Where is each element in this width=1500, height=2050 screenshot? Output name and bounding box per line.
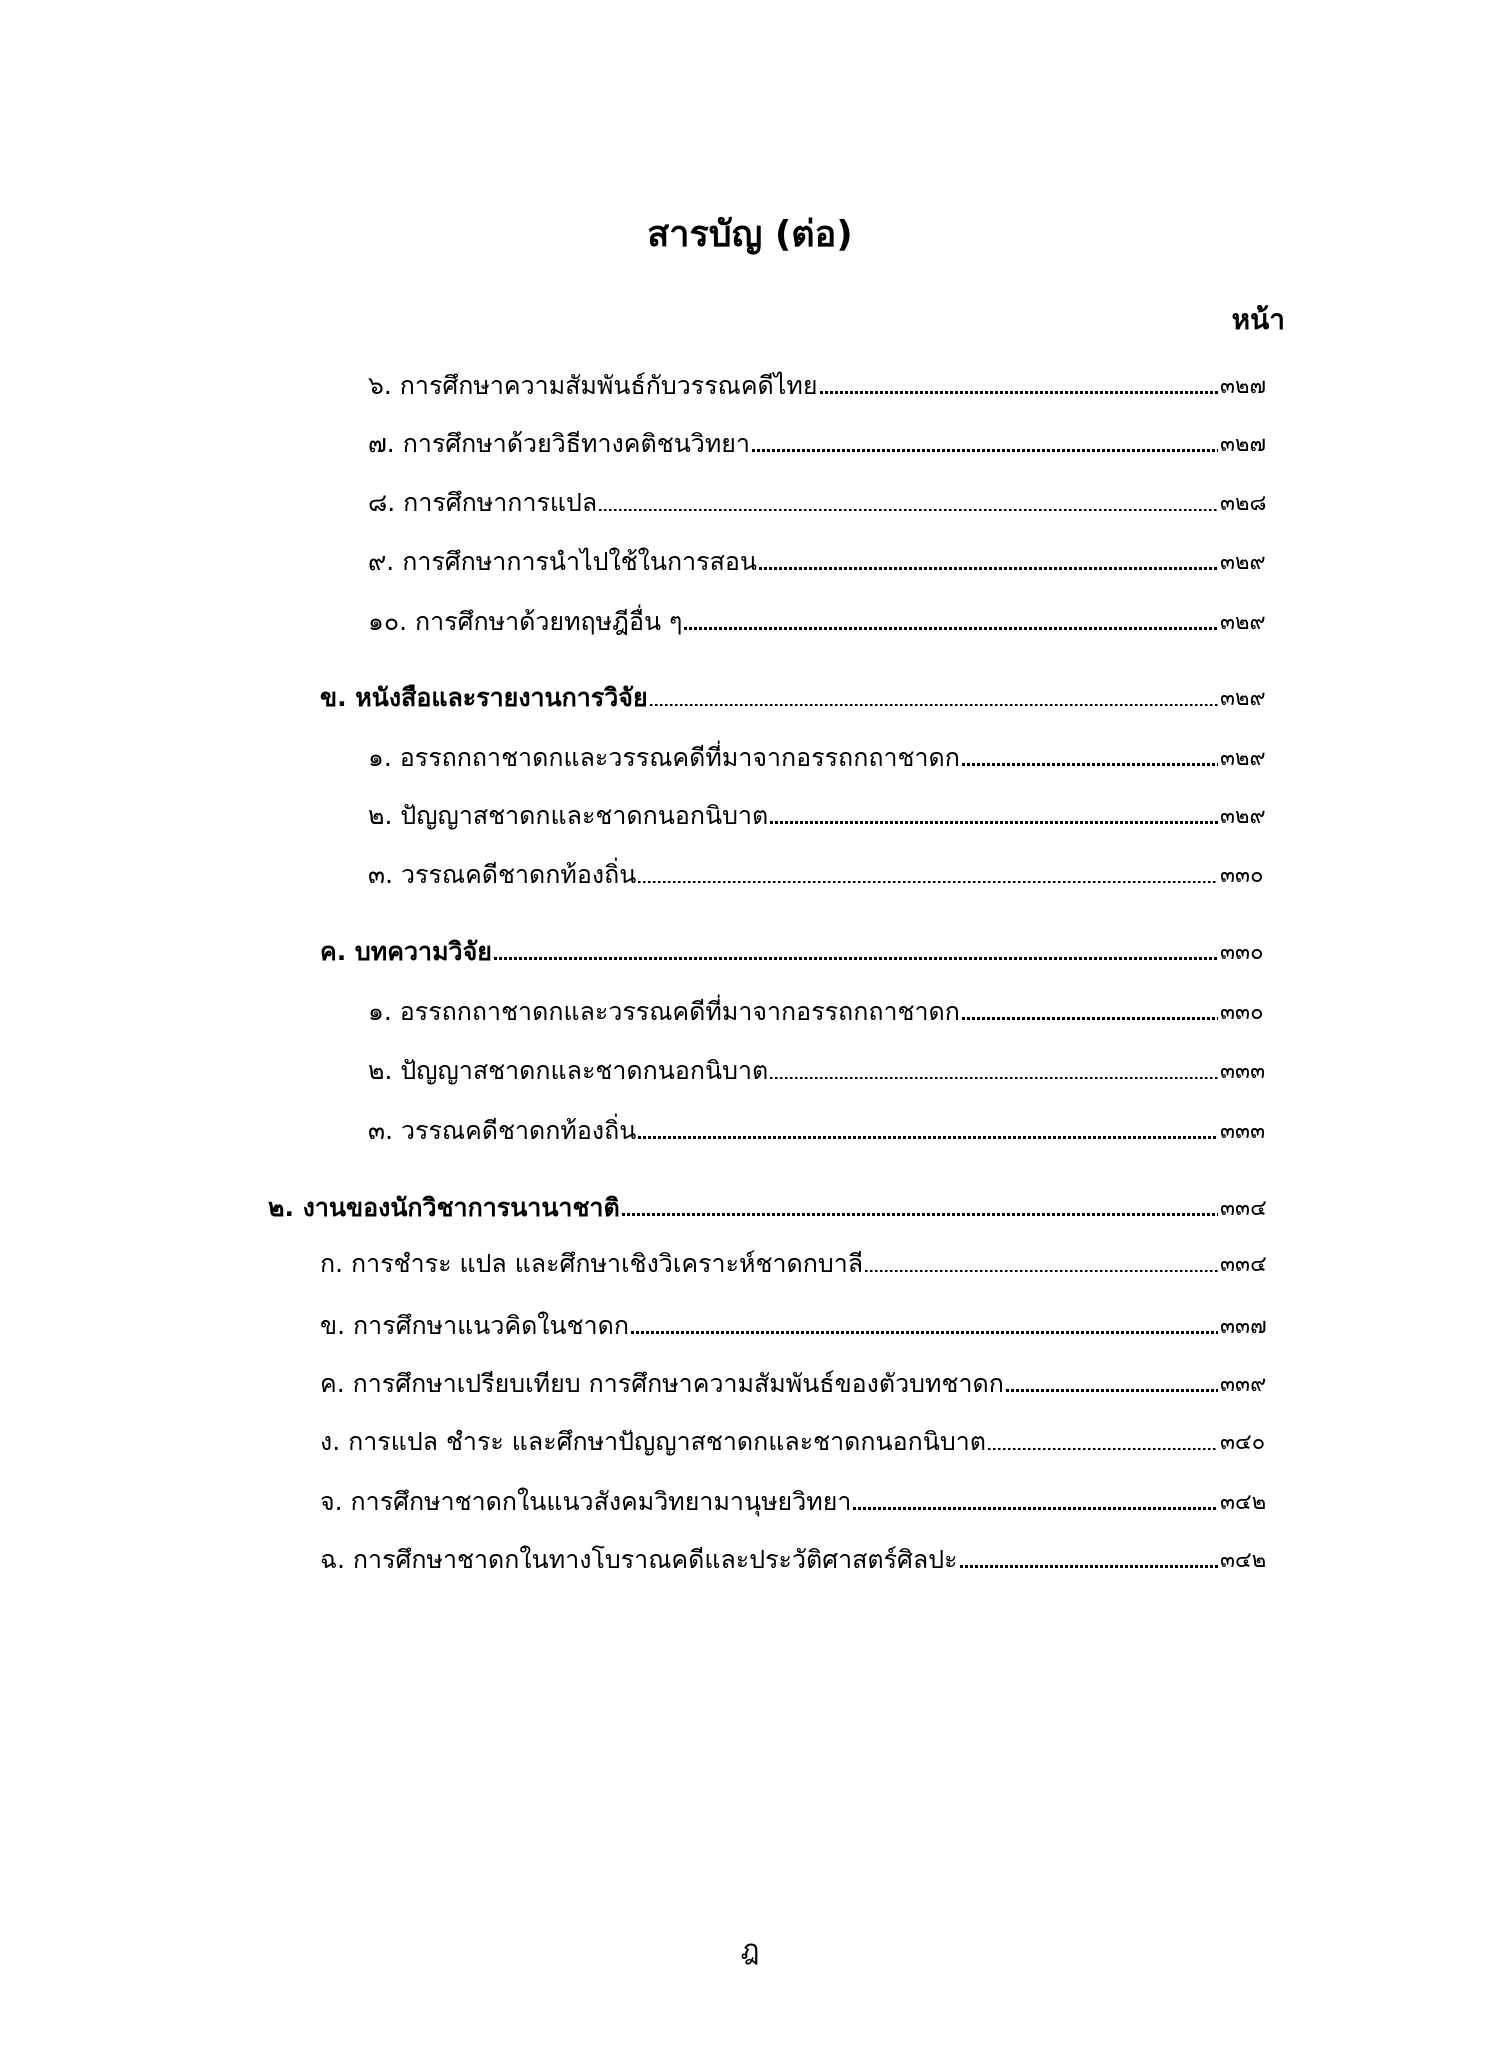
toc-entry[interactable] — [368, 594, 1282, 634]
toc-entry[interactable] — [320, 1474, 1282, 1514]
toc-entry-label: ๒. งานของนักวิชาการนานาชาติ — [268, 1193, 620, 1222]
dot-leader — [865, 1270, 1218, 1272]
toc-entry[interactable] — [320, 670, 1282, 710]
toc-entry-page: ๓๔๐ — [1220, 1430, 1266, 1455]
toc-entry-label: ๘. การศึกษาการแปล — [368, 488, 598, 517]
toc-entry-label: ค. บทความวิจัย — [320, 937, 492, 966]
toc-entry-page: ๓๔๒ — [1220, 1490, 1267, 1515]
toc-entry[interactable] — [368, 984, 1282, 1024]
toc-entry-page: ๓๒๙ — [1220, 746, 1266, 771]
page-number-footer: ฎ — [740, 1933, 760, 1966]
toc-entry-label: ๖. การศึกษาความสัมพันธ์กับวรรณคดีไทย — [368, 371, 818, 400]
toc-entry[interactable] — [320, 1532, 1282, 1572]
toc-entry-page: ๓๒๙ — [1220, 804, 1266, 829]
toc-entry-label: ๗. การศึกษาด้วยวิธีทางคติชนวิทยา — [368, 429, 750, 458]
toc-entry-label: ๙. การศึกษาการนำไปใช้ในการสอน — [368, 547, 757, 576]
page-title: สารบัญ (ต่อ) — [647, 214, 853, 255]
toc-entry[interactable] — [368, 847, 1282, 887]
dot-leader — [494, 957, 1218, 960]
toc-entry-label: ก. การชำระ แปล และศึกษาเชิงวิเคราะห์ชาดกบาลี — [320, 1249, 864, 1278]
dot-leader — [650, 704, 1218, 706]
dot-leader — [638, 881, 1218, 883]
toc-entry-page: ๓๓๗ — [1220, 1314, 1267, 1339]
toc-entry[interactable] — [368, 788, 1282, 828]
toc-entry[interactable] — [368, 475, 1282, 515]
dot-leader — [770, 1077, 1218, 1079]
toc-entry[interactable] — [320, 1356, 1282, 1396]
toc-entry[interactable] — [320, 1298, 1282, 1338]
dot-leader — [1006, 1389, 1218, 1392]
toc-entry-page: ๓๓๓ — [1220, 1059, 1266, 1084]
dot-leader — [820, 391, 1219, 394]
toc-entry-page: ๓๓๐ — [1220, 1000, 1264, 1025]
toc-entry[interactable] — [320, 1236, 1282, 1276]
toc-entry[interactable] — [368, 1043, 1282, 1083]
toc-entry[interactable] — [320, 924, 1282, 964]
toc-entry[interactable] — [368, 358, 1282, 398]
toc-entry-label: ค. การศึกษาเปรียบเทียบ การศึกษาความสัมพันธ์ของตัวบทชาดก — [320, 1369, 1004, 1398]
toc-entry[interactable] — [368, 534, 1282, 574]
toc-entry-label: จ. การศึกษาชาดกในแนวสังคมวิทยามานุษยวิทยา — [320, 1487, 852, 1516]
toc-entry-page: ๓๒๗ — [1220, 432, 1267, 457]
toc-entry-label: ๑๐. การศึกษาด้วยทฤษฎีอื่น ๆ — [368, 607, 683, 636]
toc-entry-label: ๓. วรรณคดีชาดกท้องถิ่น — [368, 860, 637, 889]
toc-entry[interactable] — [320, 1414, 1282, 1454]
toc-entry-label: ๑. อรรถกถาชาดกและวรรณคดีที่มาจากอรรถกถาชาดก — [368, 743, 960, 772]
toc-entry-page: ๓๒๙ — [1220, 686, 1266, 711]
toc-entry-page: ๓๒๙ — [1220, 610, 1266, 635]
dot-leader — [638, 1136, 1218, 1139]
toc-entry-label: ๑. อรรถกถาชาดกและวรรณคดีที่มาจากอรรถกถาชาดก — [368, 997, 960, 1026]
toc-entry[interactable] — [368, 416, 1282, 456]
toc-entry[interactable] — [368, 1103, 1282, 1143]
dot-leader — [770, 821, 1218, 824]
dot-leader — [962, 763, 1218, 766]
dot-leader — [622, 1213, 1218, 1216]
toc-entry-label: ง. การแปล ชำระ และศึกษาปัญญาสชาดกและชาดกนอกนิบาต — [320, 1427, 987, 1456]
toc-entry-label: ๒. ปัญญาสชาดกและชาดกนอกนิบาต — [368, 1056, 769, 1085]
toc-entry-page: ๓๓๓ — [1220, 1119, 1266, 1144]
toc-entry-page: ๓๒๘ — [1220, 491, 1267, 516]
dot-leader — [599, 509, 1218, 511]
dot-leader — [759, 567, 1218, 570]
toc-entry-label: ๒. ปัญญาสชาดกและชาดกนอกนิบาต — [368, 801, 769, 830]
toc-entry-label: ฉ. การศึกษาชาดกในทางโบราณคดีและประวัติศาสตร์ศิลปะ — [320, 1545, 958, 1574]
toc-entry-page: ๓๓๐ — [1220, 863, 1264, 888]
page-column-header: หน้า — [1231, 303, 1285, 336]
dot-leader — [684, 627, 1218, 630]
dot-leader — [988, 1448, 1218, 1450]
dot-leader — [631, 1331, 1218, 1334]
toc-entry[interactable] — [268, 1180, 1282, 1220]
toc-entry[interactable] — [368, 730, 1282, 770]
toc-entry-label: ข. การศึกษาแนวคิดในชาดก — [320, 1311, 629, 1340]
toc-entry-page: ๓๔๒ — [1220, 1548, 1267, 1573]
toc-entry-label: ๓. วรรณคดีชาดกท้องถิ่น — [368, 1116, 637, 1145]
toc-entry-page: ๓๒๗ — [1220, 374, 1267, 399]
dot-leader — [853, 1507, 1218, 1510]
dot-leader — [752, 449, 1218, 452]
toc-entry-page: ๓๓๔ — [1220, 1196, 1267, 1221]
dot-leader — [962, 1017, 1218, 1020]
dot-leader — [960, 1565, 1218, 1568]
toc-entry-page: ๓๓๐ — [1220, 940, 1264, 965]
toc-entry-page: ๓๓๔ — [1220, 1252, 1267, 1277]
toc-entry-label: ข. หนังสือและรายงานการวิจัย — [320, 683, 648, 712]
toc-entry-page: ๓๒๙ — [1220, 550, 1266, 575]
toc-entry-page: ๓๓๙ — [1220, 1372, 1267, 1397]
